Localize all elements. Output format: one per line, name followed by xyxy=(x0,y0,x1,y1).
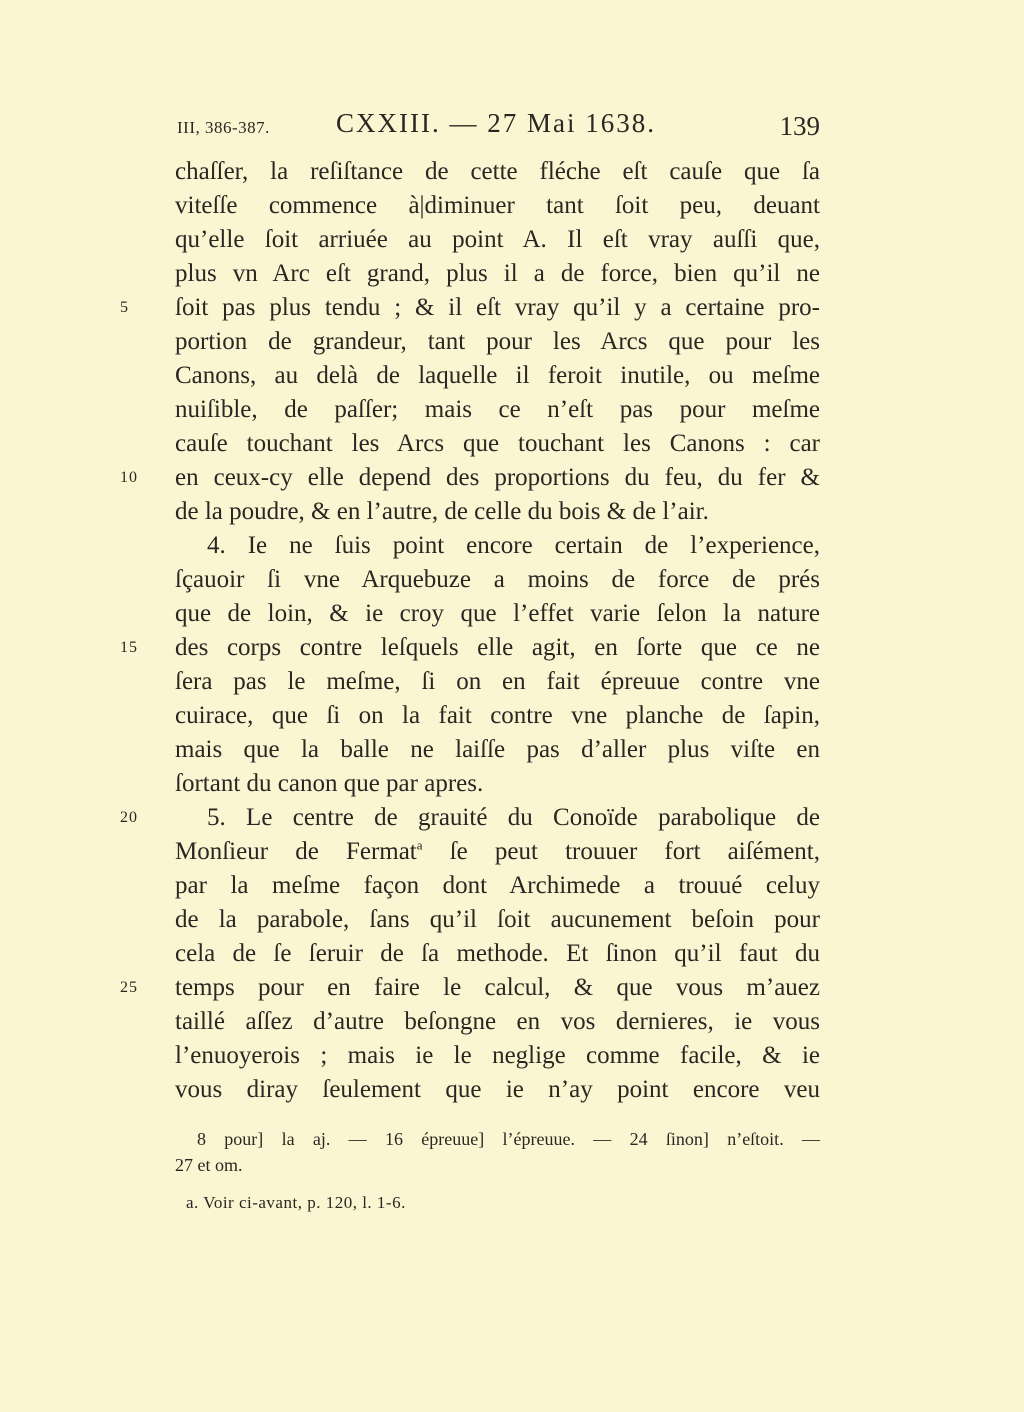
line-text: mais que la balle ne laiſſe pas d’aller plus viſte en xyxy=(175,736,820,763)
text-line xyxy=(120,461,820,495)
line-text: vous diray ſeulement que ie n’ay point encore veu xyxy=(175,1076,820,1103)
text-line xyxy=(175,937,820,971)
line-text: ſçauoir ſi vne Arquebuze a moins de force de prés xyxy=(175,566,820,593)
line-text: ſoit pas plus tendu ; & il eſt vray qu’il y a certaine pro- xyxy=(175,294,820,321)
line-number: 10 xyxy=(120,469,138,486)
text-line xyxy=(175,1073,820,1107)
line-number: 25 xyxy=(120,979,138,996)
line-text xyxy=(175,838,820,865)
text-line xyxy=(175,257,820,291)
line-text: nuiſible, de paſſer; mais ce n’eſt pas pour meſme xyxy=(175,396,820,423)
line-text: que de loin, & ie croy que l’effet varie ſelon la nature xyxy=(175,600,820,627)
line-text: 4. Ie ne ſuis point encore certain de l’experience, xyxy=(207,532,820,559)
line-number: 5 xyxy=(120,299,129,316)
text-line xyxy=(175,189,820,223)
line-text: 5. Le centre de grauité du Conoïde parabolique de xyxy=(207,804,820,831)
text-line xyxy=(175,733,820,767)
line-text: cuirace, que ſi on la fait contre vne planche de ſapin, xyxy=(175,702,820,729)
footnote: a. Voir ci-avant, p. 120, l. 1-6. xyxy=(186,1193,406,1212)
text-line xyxy=(175,155,820,189)
line-text-tail: ſe peut trouuer fort aiſément, xyxy=(422,838,821,865)
line-text: chaſſer, la reſiſtance de cette fléche eſt cauſe que ſa xyxy=(175,158,820,185)
page-number: 139 xyxy=(779,111,820,141)
footnote-marker: a xyxy=(416,837,423,853)
letter-body xyxy=(120,155,821,1107)
text-line xyxy=(120,971,820,1005)
text-line xyxy=(175,359,820,393)
line-text: par la meſme façon dont Archimede a trouué celuy xyxy=(175,872,820,899)
line-text: taillé aſſez d’autre beſongne en vos dernieres, ie vous xyxy=(175,1008,820,1035)
line-text-head: Monſieur de Fermat xyxy=(175,838,417,865)
line-text: temps pour en faire le calcul, & que vous m’auez xyxy=(175,974,820,1001)
line-text: qu’elle ſoit arriuée au point A. Il eſt vray auſſi que, xyxy=(175,226,820,253)
text-line xyxy=(120,801,820,835)
line-text: Canons, au delà de laquelle il feroit inutile, ou meſme xyxy=(175,362,820,389)
line-text: ſera pas le meſme, ſi on en fait épreuue contre vne xyxy=(175,668,820,695)
line-text: cauſe touchant les Arcs que touchant les Canons : car xyxy=(175,430,820,457)
line-text: plus vn Arc eſt grand, plus il a de force, bien qu’il ne xyxy=(175,260,820,287)
line-text: ſortant du canon que par apres. xyxy=(175,770,484,797)
text-line xyxy=(175,563,820,597)
line-text: l’enuoyerois ; mais ie le neglige comme facile, & ie xyxy=(175,1042,820,1069)
text-line xyxy=(175,903,820,937)
line-text: viteſſe commence à|diminuer tant ſoit peu, deuant xyxy=(175,192,820,219)
line-text: de la poudre, & en l’autre, de celle du bois & de l’air. xyxy=(175,498,709,525)
text-line xyxy=(120,631,820,665)
line-number: 20 xyxy=(120,809,138,826)
line-text: en ceux-cy elle depend des proportions du feu, du fer & xyxy=(175,464,820,491)
variant-line: 8 pour] la aj. — 16 épreuue] l’épreuue. — 24 ſinon] n’eſtoit. — xyxy=(197,1129,820,1149)
variant-line: 27 et om. xyxy=(175,1155,243,1175)
line-text: de la parabole, ſans qu’il ſoit aucunement beſoin pour xyxy=(175,906,820,933)
text-line xyxy=(175,223,820,257)
text-line xyxy=(175,1005,820,1039)
text-line xyxy=(175,767,820,801)
text-line xyxy=(120,291,820,325)
text-line xyxy=(175,1039,820,1073)
text-line xyxy=(175,835,820,869)
text-line xyxy=(175,869,820,903)
line-text: portion de grandeur, tant pour les Arcs que pour les xyxy=(175,328,820,355)
text-line xyxy=(175,427,820,461)
text-line xyxy=(175,529,820,563)
text-line xyxy=(175,325,820,359)
line-text: des corps contre leſquels elle agit, en ſorte que ce ne xyxy=(175,634,820,661)
volume-reference: III, 386-387. xyxy=(177,118,270,137)
line-number: 15 xyxy=(120,639,138,656)
page-header xyxy=(0,108,1024,148)
letter-title: CXXIII. — 27 Mai 1638. xyxy=(336,108,656,138)
text-line xyxy=(175,495,820,529)
text-line xyxy=(175,393,820,427)
line-text: cela de ſe ſeruir de ſa methode. Et ſinon qu’il faut du xyxy=(175,940,820,967)
text-line xyxy=(175,597,820,631)
variant-readings xyxy=(175,1126,820,1178)
text-line xyxy=(175,665,820,699)
text-line xyxy=(175,699,820,733)
